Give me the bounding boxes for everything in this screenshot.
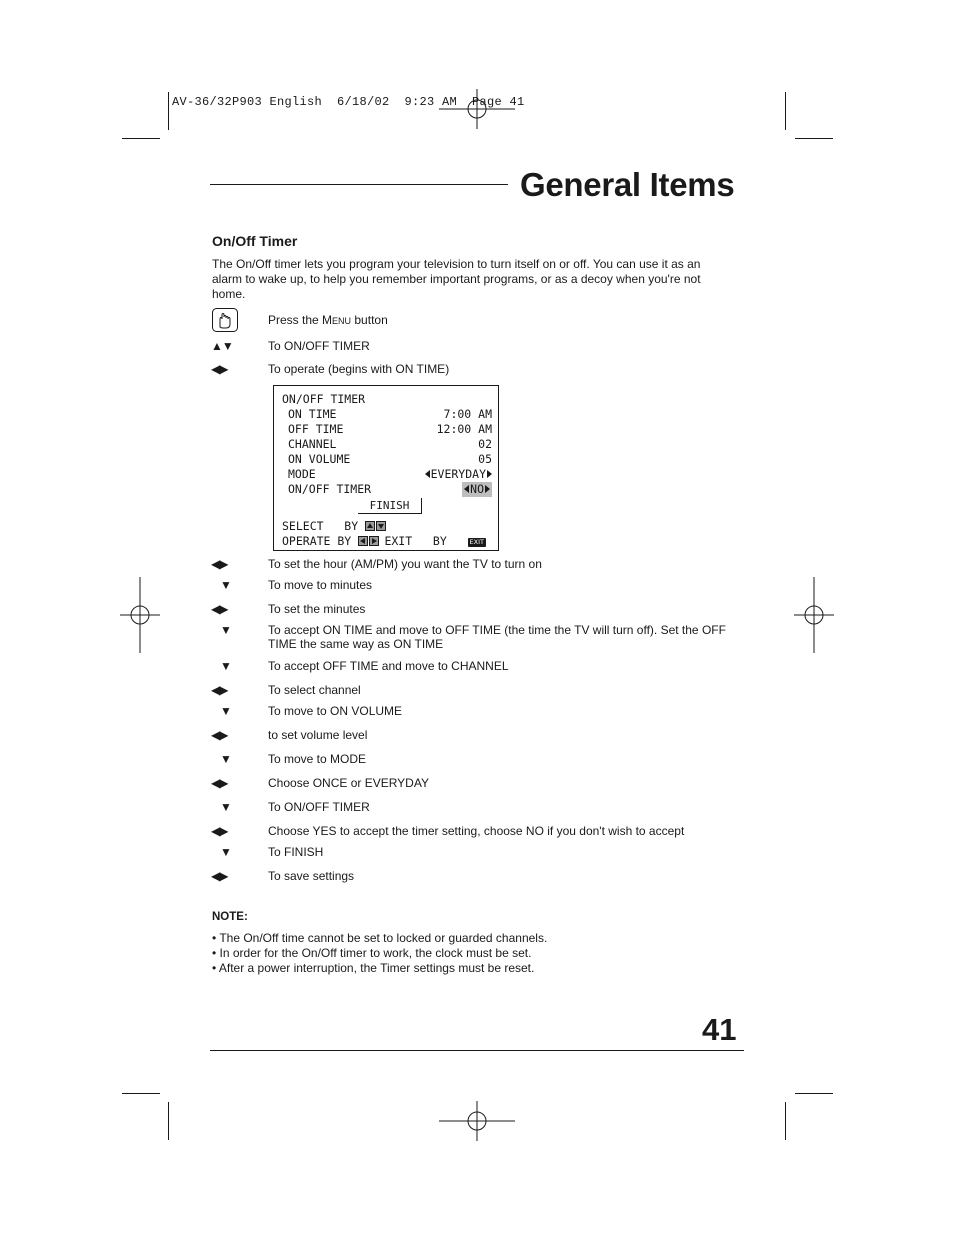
step-text: Choose ONCE or EVERYDAY xyxy=(268,776,429,790)
registration-target-icon xyxy=(439,71,515,147)
osd-finish: FINISH xyxy=(358,498,422,514)
note-item: • After a power interruption, the Timer settings must be reset. xyxy=(212,961,535,975)
down-arrow-icon: ▼ xyxy=(220,704,231,718)
right-button-icon xyxy=(369,536,379,546)
step-text: To accept ON TIME and move to OFF TIME (the time the TV will turn off). Set the OFF TIME the same way as ON TIME xyxy=(268,623,726,651)
step-text: To move to MODE xyxy=(268,752,367,766)
left-right-arrows-icon: ◀▶ xyxy=(211,602,228,616)
page-title: General Items xyxy=(520,166,735,203)
left-right-arrows-icon: ◀▶ xyxy=(211,683,228,697)
registration-target-icon xyxy=(439,1083,515,1159)
down-arrow-icon: ▼ xyxy=(220,752,231,766)
osd-title: ON/OFF TIMER xyxy=(282,392,366,406)
intro-paragraph: The On/Off timer lets you program your television to turn itself on or off. You can use it as an alarm to wake up, to help you remember important programs, or as a decoy when you're not home. xyxy=(212,257,701,301)
left-right-arrows-icon: ◀▶ xyxy=(211,776,228,790)
note-heading: NOTE: xyxy=(212,911,248,923)
step-text: To select channel xyxy=(268,683,361,697)
step-text: To move to minutes xyxy=(268,578,373,592)
note-item: • The On/Off time cannot be set to locked or guarded channels. xyxy=(212,931,548,945)
step-text: Press the MENU button xyxy=(268,313,388,327)
osd-row-label: ON TIME xyxy=(288,407,337,421)
registration-target-icon xyxy=(102,577,178,653)
osd-timer-value: NO xyxy=(462,482,492,497)
down-arrow-icon: ▼ xyxy=(220,800,231,814)
page-number: 41 xyxy=(702,1012,737,1047)
osd-row-label: MODE xyxy=(288,467,316,481)
step-text: To save settings xyxy=(268,869,355,883)
osd-exit-label: EXIT BY EXIT xyxy=(384,534,484,548)
crop-mark xyxy=(795,138,833,139)
osd-timer-menu xyxy=(273,385,499,551)
step-text: To ON/OFF TIMER xyxy=(268,800,370,814)
title-rule xyxy=(210,184,508,185)
step-text: To set the minutes xyxy=(268,602,366,616)
step-text: Choose YES to accept the timer setting, choose NO if you don't wish to accept xyxy=(268,824,685,838)
crop-mark xyxy=(122,1093,160,1094)
footer-rule xyxy=(210,1050,744,1051)
crop-mark xyxy=(785,92,786,130)
down-arrow-icon: ▼ xyxy=(220,845,231,859)
step-text: To accept OFF TIME and move to CHANNEL xyxy=(268,659,509,673)
left-right-arrows-icon: ◀▶ xyxy=(211,557,228,571)
exit-button-icon: EXIT xyxy=(469,538,484,546)
osd-mode-value: EVERYDAY xyxy=(425,467,492,482)
step-text: To set the hour (AM/PM) you want the TV to turn on xyxy=(268,557,542,571)
step-text: To ON/OFF TIMER xyxy=(268,339,370,353)
left-right-arrows-icon: ◀▶ xyxy=(211,869,228,883)
osd-operate-label: OPERATE BY xyxy=(282,534,380,549)
osd-row-label: CHANNEL xyxy=(288,437,337,451)
osd-row-value: 05 xyxy=(478,452,492,466)
down-arrow-icon: ▼ xyxy=(220,578,231,592)
up-button-icon xyxy=(365,521,375,531)
down-arrow-icon: ▼ xyxy=(220,623,231,637)
left-arrow-icon xyxy=(464,485,469,493)
note-list xyxy=(212,931,547,976)
down-button-icon xyxy=(376,521,386,531)
up-down-arrows-icon: ▲▼ xyxy=(211,339,233,353)
crop-mark xyxy=(785,1102,786,1140)
step-text: To operate (begins with ON TIME) xyxy=(268,362,450,376)
down-arrow-icon: ▼ xyxy=(220,659,231,673)
osd-row-value: 7:00 AM xyxy=(443,407,492,421)
left-right-arrows-icon: ◀▶ xyxy=(211,362,228,376)
crop-mark xyxy=(168,1102,169,1140)
left-right-arrows-icon: ◀▶ xyxy=(211,728,228,742)
left-right-arrows-icon: ◀▶ xyxy=(211,824,228,838)
left-arrow-icon xyxy=(425,470,430,478)
left-button-icon xyxy=(358,536,368,546)
osd-row-label: ON VOLUME xyxy=(288,452,351,466)
section-heading: On/Off Timer xyxy=(212,233,298,249)
crop-mark xyxy=(122,138,160,139)
note-item: • In order for the On/Off timer to work, the clock must be set. xyxy=(212,946,532,960)
osd-row-value: 12:00 AM xyxy=(436,422,492,436)
osd-row-label: ON/OFF TIMER xyxy=(288,482,372,496)
step-text: To FINISH xyxy=(268,845,324,859)
menu-button-icon xyxy=(212,308,238,332)
crop-mark xyxy=(795,1093,833,1094)
registration-target-icon xyxy=(776,577,852,653)
step-text: To move to ON VOLUME xyxy=(268,704,403,718)
print-header: AV-36/32P903 English 6/18/02 9:23 AM Page 41 xyxy=(172,95,525,109)
right-arrow-icon xyxy=(487,470,492,478)
right-arrow-icon xyxy=(485,485,490,493)
osd-row-label: OFF TIME xyxy=(288,422,344,436)
osd-select-label: SELECT BY xyxy=(282,519,387,534)
step-text: to set volume level xyxy=(268,728,368,742)
osd-row-value: 02 xyxy=(478,437,492,451)
crop-mark xyxy=(168,92,169,130)
